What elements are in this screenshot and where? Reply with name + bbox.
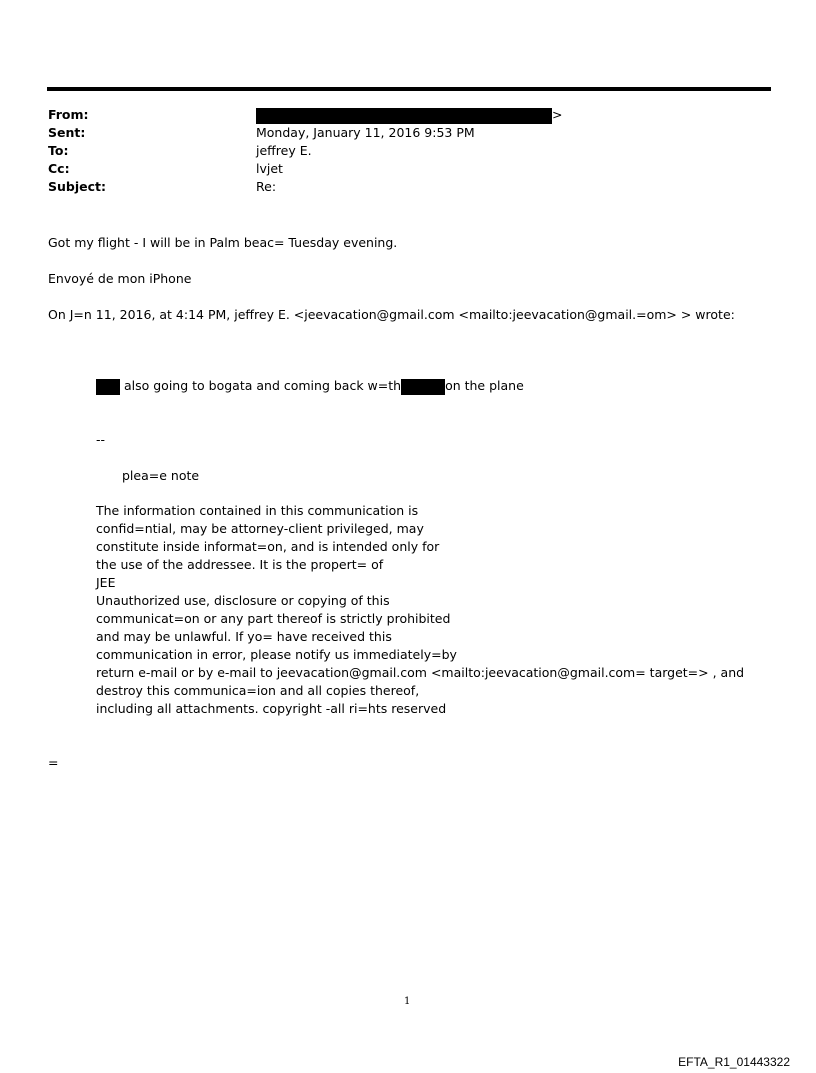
quoted-line — [96, 377, 524, 395]
subject-row — [48, 178, 748, 196]
subject-label: Subject: — [48, 179, 106, 194]
to-value: jeffrey E. — [256, 143, 312, 158]
quoted-text-b: on the plane — [445, 378, 524, 393]
disclaimer-line: constitute inside informat=on, and is intended only for — [96, 539, 440, 554]
disclaimer-block — [96, 502, 744, 718]
sent-value: Monday, January 11, 2016 9:53 PM — [256, 125, 475, 140]
to-row — [48, 142, 748, 160]
subject-value: Re: — [256, 179, 277, 194]
sent-label: Sent: — [48, 125, 86, 140]
disclaimer-line: including all attachments. copyright -all ri=hts reserved — [96, 701, 447, 716]
disclaimer-line: return e-mail or by e-mail to jeevacation@gmail.com <mailto:jeevacation@gmail.com= target=> , and — [96, 665, 745, 680]
disclaimer-line: the use of the addressee. It is the propert= of — [96, 557, 384, 572]
redaction-block — [96, 379, 120, 395]
disclaimer-line: and may be unlawful. If yo= have received this — [96, 629, 392, 644]
from-label: From: — [48, 107, 89, 122]
from-row — [48, 106, 748, 124]
disclaimer-line: JEE — [96, 575, 116, 590]
disclaimer-line: Unauthorized use, disclosure or copying of this — [96, 593, 390, 608]
from-value — [256, 106, 562, 124]
to-label: To: — [48, 143, 69, 158]
header-rule — [47, 87, 771, 91]
page-number: 1 — [404, 996, 411, 1007]
cc-row — [48, 160, 748, 178]
from-suffix: > — [552, 107, 563, 122]
disclaimer-line: destroy this communica=ion and all copies thereof, — [96, 683, 420, 698]
disclaimer-line: communicat=on or any part thereof is strictly prohibited — [96, 611, 451, 626]
trailing-equals: = — [48, 755, 59, 770]
redaction-block — [401, 379, 445, 395]
signature-dash: -- — [96, 432, 106, 447]
please-note: plea=e note — [122, 468, 200, 483]
email-header — [48, 106, 748, 196]
body-line-envoye: Envoyé de mon iPhone — [48, 271, 192, 286]
disclaimer-line: confid=ntial, may be attorney-client privileged, may — [96, 521, 424, 536]
body-line-wrote: On J=n 11, 2016, at 4:14 PM, jeffrey E. <jeevacation@gmail.com <mailto:jeevacation@gmail.=om> > wrote: — [48, 307, 735, 322]
disclaimer-line: The information contained in this communication is — [96, 503, 419, 518]
bates-number: EFTA_R1_01443322 — [678, 1055, 790, 1069]
cc-value: lvjet — [256, 161, 283, 176]
body-line-flight: Got my flight - I will be in Palm beac= Tuesday evening. — [48, 235, 398, 250]
quoted-text-a: also going to bogata and coming back w=th — [120, 378, 402, 393]
cc-label: Cc: — [48, 161, 70, 176]
redaction-block — [256, 108, 552, 124]
sent-row — [48, 124, 748, 142]
disclaimer-line: communication in error, please notify us immediately=by — [96, 647, 457, 662]
